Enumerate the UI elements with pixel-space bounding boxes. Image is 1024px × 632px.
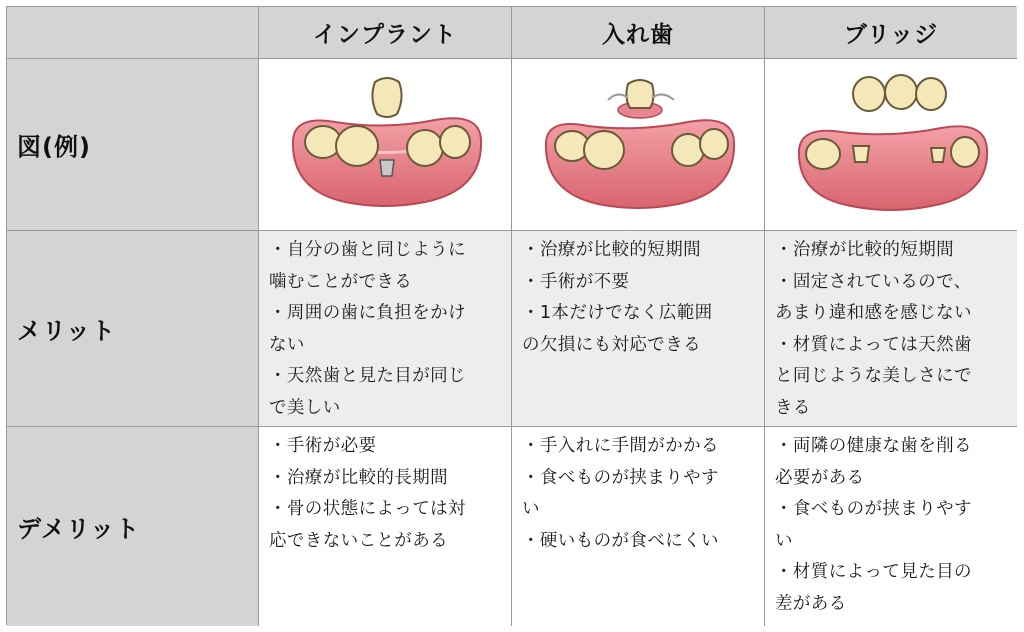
row-label-merit: メリット — [7, 231, 259, 427]
text-line: ・食べものが挟まりやす — [522, 467, 719, 488]
text-line: 必要がある — [775, 467, 865, 488]
text-line: で美しい — [269, 397, 341, 418]
text-line: い — [522, 499, 540, 519]
text-line: ・1本だけでなく広範囲 — [522, 303, 713, 323]
text-line: ・材質によって見た目の — [775, 562, 972, 582]
text-line: ・固定されているので、 — [775, 271, 972, 292]
merit-implant — [259, 231, 512, 427]
text-line: ・天然歯と見た目が同じ — [269, 366, 466, 386]
header-denture: 入れ歯 — [512, 7, 765, 59]
text-line: 噛むことができる — [269, 271, 413, 292]
merit-denture — [512, 231, 765, 427]
text-line: ・材質によっては天然歯 — [775, 334, 972, 355]
demerit-bridge — [765, 427, 1017, 626]
demerit-denture — [512, 427, 765, 626]
text-line: ・治療が比較的長期間 — [269, 467, 448, 488]
text-line: ・治療が比較的短期間 — [775, 240, 954, 260]
text-line: ・両隣の健康な歯を削る — [775, 436, 972, 456]
text-line: ・手術が不要 — [522, 271, 630, 292]
text-line: ・硬いものが食べにくい — [522, 530, 719, 551]
merit-bridge — [765, 231, 1017, 427]
header-corner — [7, 7, 259, 59]
text-line: ・治療が比較的短期間 — [522, 240, 701, 260]
row-label-demerit: デメリット — [7, 427, 259, 626]
bridge-illustration — [765, 59, 1017, 231]
comparison-table — [6, 6, 1016, 625]
text-line: 差がある — [775, 593, 847, 614]
text-line: ・手入れに手間がかかる — [522, 436, 719, 456]
text-line: ・食べものが挟まりやす — [775, 499, 972, 519]
text-line: と同じような美しさにで — [775, 366, 972, 386]
text-line: ・骨の状態によっては対 — [269, 499, 466, 519]
text-line: ・手術が必要 — [269, 436, 377, 456]
denture-illustration — [512, 59, 765, 231]
implant-illustration — [259, 59, 512, 231]
text-line: 応できないことがある — [269, 530, 448, 551]
text-line: ・周囲の歯に負担をかけ — [269, 303, 466, 323]
header-bridge: ブリッジ — [765, 7, 1017, 59]
row-label-figure: 図(例) — [7, 59, 259, 231]
text-line: い — [775, 530, 793, 551]
header-implant: インプラント — [259, 7, 512, 59]
text-line: ・自分の歯と同じように — [269, 240, 466, 260]
text-line: ない — [269, 334, 305, 355]
text-line: の欠損にも対応できる — [522, 334, 701, 355]
text-line: きる — [775, 397, 811, 418]
text-line: あまり違和感を感じない — [775, 303, 972, 323]
demerit-implant — [259, 427, 512, 626]
